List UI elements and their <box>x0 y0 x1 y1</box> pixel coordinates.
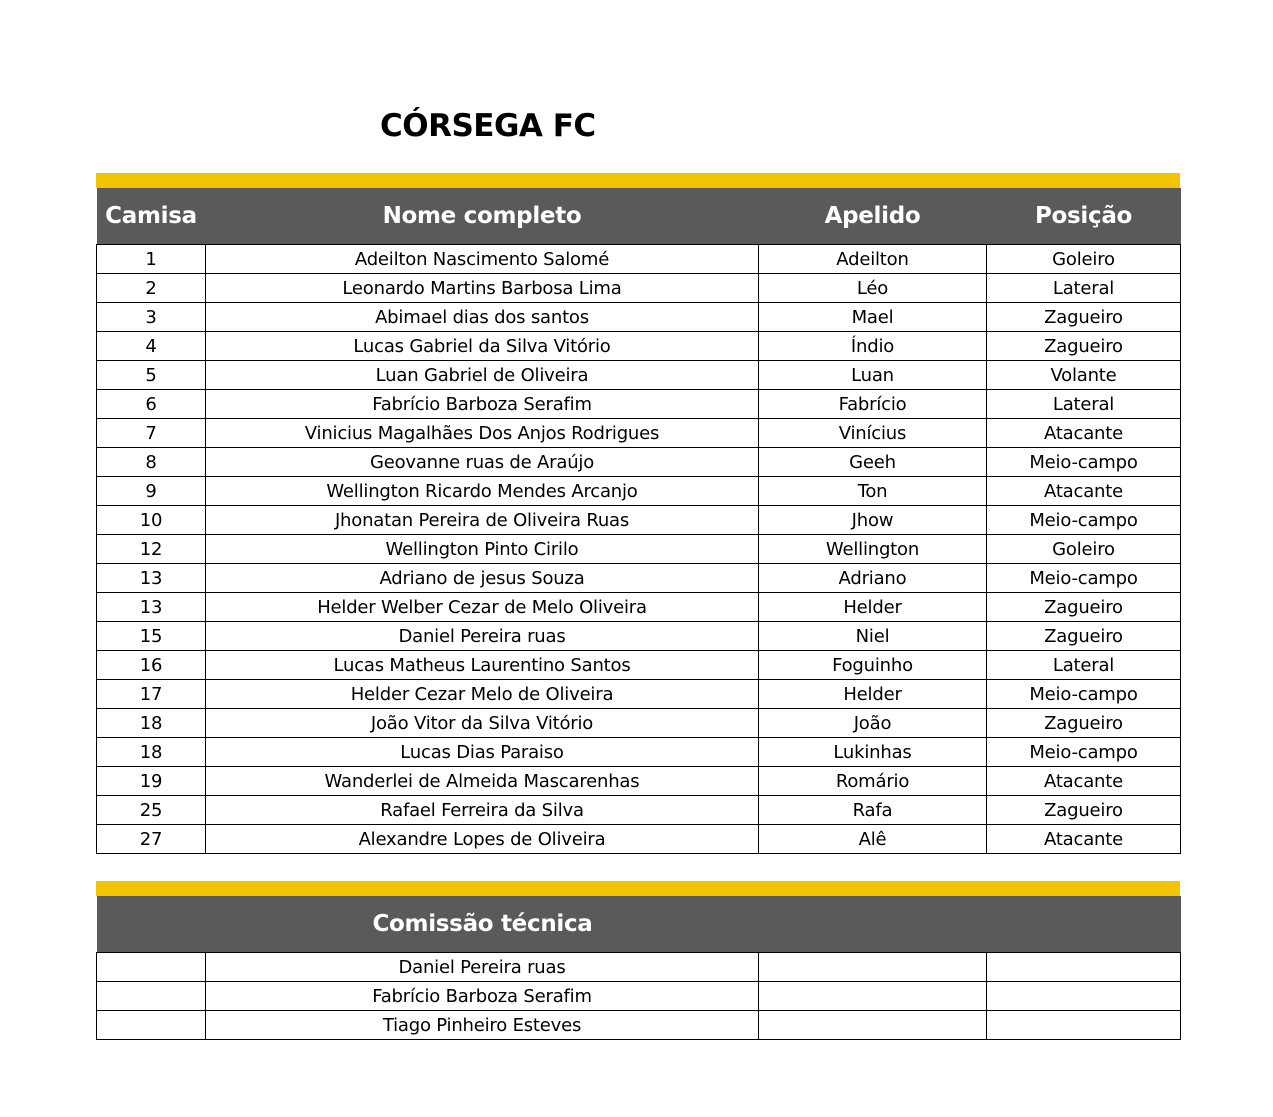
cell-posicao: Atacante <box>987 767 1181 796</box>
cell-empty <box>97 1011 206 1040</box>
cell-apelido: João <box>759 709 987 738</box>
cell-empty <box>987 982 1181 1011</box>
cell-apelido: Niel <box>759 622 987 651</box>
cell-apelido: Vinícius <box>759 419 987 448</box>
table-row <box>97 477 1181 506</box>
table-row <box>97 1011 1181 1040</box>
header-apelido: Apelido <box>759 188 987 245</box>
cell-empty <box>987 953 1181 982</box>
cell-staff-nome: Fabrício Barboza Serafim <box>206 982 759 1011</box>
cell-camisa: 16 <box>97 651 206 680</box>
cell-posicao: Meio-campo <box>987 448 1181 477</box>
cell-apelido: Fabrício <box>759 390 987 419</box>
cell-apelido: Helder <box>759 593 987 622</box>
table-row <box>97 680 1181 709</box>
cell-posicao: Meio-campo <box>987 738 1181 767</box>
table-row <box>97 303 1181 332</box>
roster-section <box>96 173 1180 854</box>
cell-camisa: 7 <box>97 419 206 448</box>
cell-nome: Helder Welber Cezar de Melo Oliveira <box>206 593 759 622</box>
cell-posicao: Atacante <box>987 419 1181 448</box>
cell-empty <box>97 953 206 982</box>
cell-nome: Helder Cezar Melo de Oliveira <box>206 680 759 709</box>
table-row <box>97 825 1181 854</box>
cell-apelido: Jhow <box>759 506 987 535</box>
staff-section <box>96 881 1180 1040</box>
table-row <box>97 767 1181 796</box>
table-row <box>97 796 1181 825</box>
cell-apelido: Luan <box>759 361 987 390</box>
cell-nome: Alexandre Lopes de Oliveira <box>206 825 759 854</box>
cell-posicao: Zagueiro <box>987 622 1181 651</box>
cell-nome: Geovanne ruas de Araújo <box>206 448 759 477</box>
cell-camisa: 17 <box>97 680 206 709</box>
cell-camisa: 2 <box>97 274 206 303</box>
cell-apelido: Mael <box>759 303 987 332</box>
cell-nome: Lucas Matheus Laurentino Santos <box>206 651 759 680</box>
cell-nome: Fabrício Barboza Serafim <box>206 390 759 419</box>
header-camisa: Camisa <box>97 188 206 245</box>
cell-camisa: 1 <box>97 245 206 274</box>
staff-body <box>97 953 1181 1040</box>
cell-apelido: Wellington <box>759 535 987 564</box>
table-row <box>97 651 1181 680</box>
cell-camisa: 4 <box>97 332 206 361</box>
table-row <box>97 506 1181 535</box>
roster-accent-bar <box>96 173 1180 188</box>
cell-empty <box>759 1011 987 1040</box>
staff-header-row <box>97 896 1181 953</box>
cell-camisa: 27 <box>97 825 206 854</box>
cell-posicao: Zagueiro <box>987 303 1181 332</box>
table-row <box>97 709 1181 738</box>
cell-camisa: 13 <box>97 593 206 622</box>
cell-nome: Wanderlei de Almeida Mascarenhas <box>206 767 759 796</box>
cell-posicao: Meio-campo <box>987 506 1181 535</box>
cell-camisa: 6 <box>97 390 206 419</box>
cell-apelido: Rafa <box>759 796 987 825</box>
cell-nome: Wellington Ricardo Mendes Arcanjo <box>206 477 759 506</box>
cell-empty <box>759 982 987 1011</box>
cell-camisa: 18 <box>97 709 206 738</box>
table-row <box>97 274 1181 303</box>
table-row <box>97 953 1181 982</box>
cell-empty <box>97 982 206 1011</box>
table-row <box>97 361 1181 390</box>
cell-posicao: Goleiro <box>987 535 1181 564</box>
cell-posicao: Lateral <box>987 390 1181 419</box>
cell-nome: Adeilton Nascimento Salomé <box>206 245 759 274</box>
cell-camisa: 8 <box>97 448 206 477</box>
cell-apelido: Léo <box>759 274 987 303</box>
cell-staff-nome: Tiago Pinheiro Esteves <box>206 1011 759 1040</box>
staff-header-label: Comissão técnica <box>372 911 593 937</box>
cell-posicao: Zagueiro <box>987 709 1181 738</box>
table-row <box>97 390 1181 419</box>
cell-posicao: Goleiro <box>987 245 1181 274</box>
cell-staff-nome: Daniel Pereira ruas <box>206 953 759 982</box>
cell-posicao: Volante <box>987 361 1181 390</box>
cell-nome: Luan Gabriel de Oliveira <box>206 361 759 390</box>
cell-apelido: Lukinhas <box>759 738 987 767</box>
cell-apelido: Índio <box>759 332 987 361</box>
cell-camisa: 19 <box>97 767 206 796</box>
cell-camisa: 5 <box>97 361 206 390</box>
table-row <box>97 448 1181 477</box>
header-posicao: Posição <box>987 188 1181 245</box>
table-row <box>97 593 1181 622</box>
cell-camisa: 12 <box>97 535 206 564</box>
cell-posicao: Lateral <box>987 274 1181 303</box>
cell-apelido: Adriano <box>759 564 987 593</box>
cell-apelido: Geeh <box>759 448 987 477</box>
roster-table <box>96 188 1181 854</box>
cell-apelido: Adeilton <box>759 245 987 274</box>
cell-empty <box>759 953 987 982</box>
cell-posicao: Meio-campo <box>987 564 1181 593</box>
cell-nome: Wellington Pinto Cirilo <box>206 535 759 564</box>
cell-nome: Leonardo Martins Barbosa Lima <box>206 274 759 303</box>
table-row <box>97 564 1181 593</box>
table-row <box>97 332 1181 361</box>
table-row <box>97 419 1181 448</box>
cell-nome: Lucas Gabriel da Silva Vitório <box>206 332 759 361</box>
cell-posicao: Atacante <box>987 477 1181 506</box>
cell-posicao: Atacante <box>987 825 1181 854</box>
cell-nome: Vinicius Magalhães Dos Anjos Rodrigues <box>206 419 759 448</box>
cell-camisa: 15 <box>97 622 206 651</box>
cell-posicao: Zagueiro <box>987 332 1181 361</box>
page-title: CÓRSEGA FC <box>380 108 596 144</box>
table-row <box>97 738 1181 767</box>
table-row <box>97 982 1181 1011</box>
roster-header-row <box>97 188 1181 245</box>
table-row <box>97 535 1181 564</box>
cell-camisa: 13 <box>97 564 206 593</box>
cell-nome: Adriano de jesus Souza <box>206 564 759 593</box>
cell-apelido: Romário <box>759 767 987 796</box>
table-row <box>97 622 1181 651</box>
cell-posicao: Lateral <box>987 651 1181 680</box>
cell-nome: Daniel Pereira ruas <box>206 622 759 651</box>
header-nome-completo: Nome completo <box>206 188 759 245</box>
staff-accent-bar <box>96 881 1180 896</box>
staff-header-cell <box>97 896 1181 953</box>
cell-nome: João Vitor da Silva Vitório <box>206 709 759 738</box>
cell-nome: Abimael dias dos santos <box>206 303 759 332</box>
cell-camisa: 10 <box>97 506 206 535</box>
table-row <box>97 245 1181 274</box>
cell-nome: Jhonatan Pereira de Oliveira Ruas <box>206 506 759 535</box>
cell-camisa: 3 <box>97 303 206 332</box>
staff-table <box>96 896 1181 1040</box>
cell-apelido: Foguinho <box>759 651 987 680</box>
cell-posicao: Zagueiro <box>987 796 1181 825</box>
cell-posicao: Zagueiro <box>987 593 1181 622</box>
cell-apelido: Alê <box>759 825 987 854</box>
cell-camisa: 25 <box>97 796 206 825</box>
cell-empty <box>987 1011 1181 1040</box>
cell-posicao: Meio-campo <box>987 680 1181 709</box>
cell-apelido: Helder <box>759 680 987 709</box>
roster-body <box>97 245 1181 854</box>
cell-camisa: 18 <box>97 738 206 767</box>
cell-nome: Lucas Dias Paraiso <box>206 738 759 767</box>
cell-nome: Rafael Ferreira da Silva <box>206 796 759 825</box>
cell-apelido: Ton <box>759 477 987 506</box>
cell-camisa: 9 <box>97 477 206 506</box>
